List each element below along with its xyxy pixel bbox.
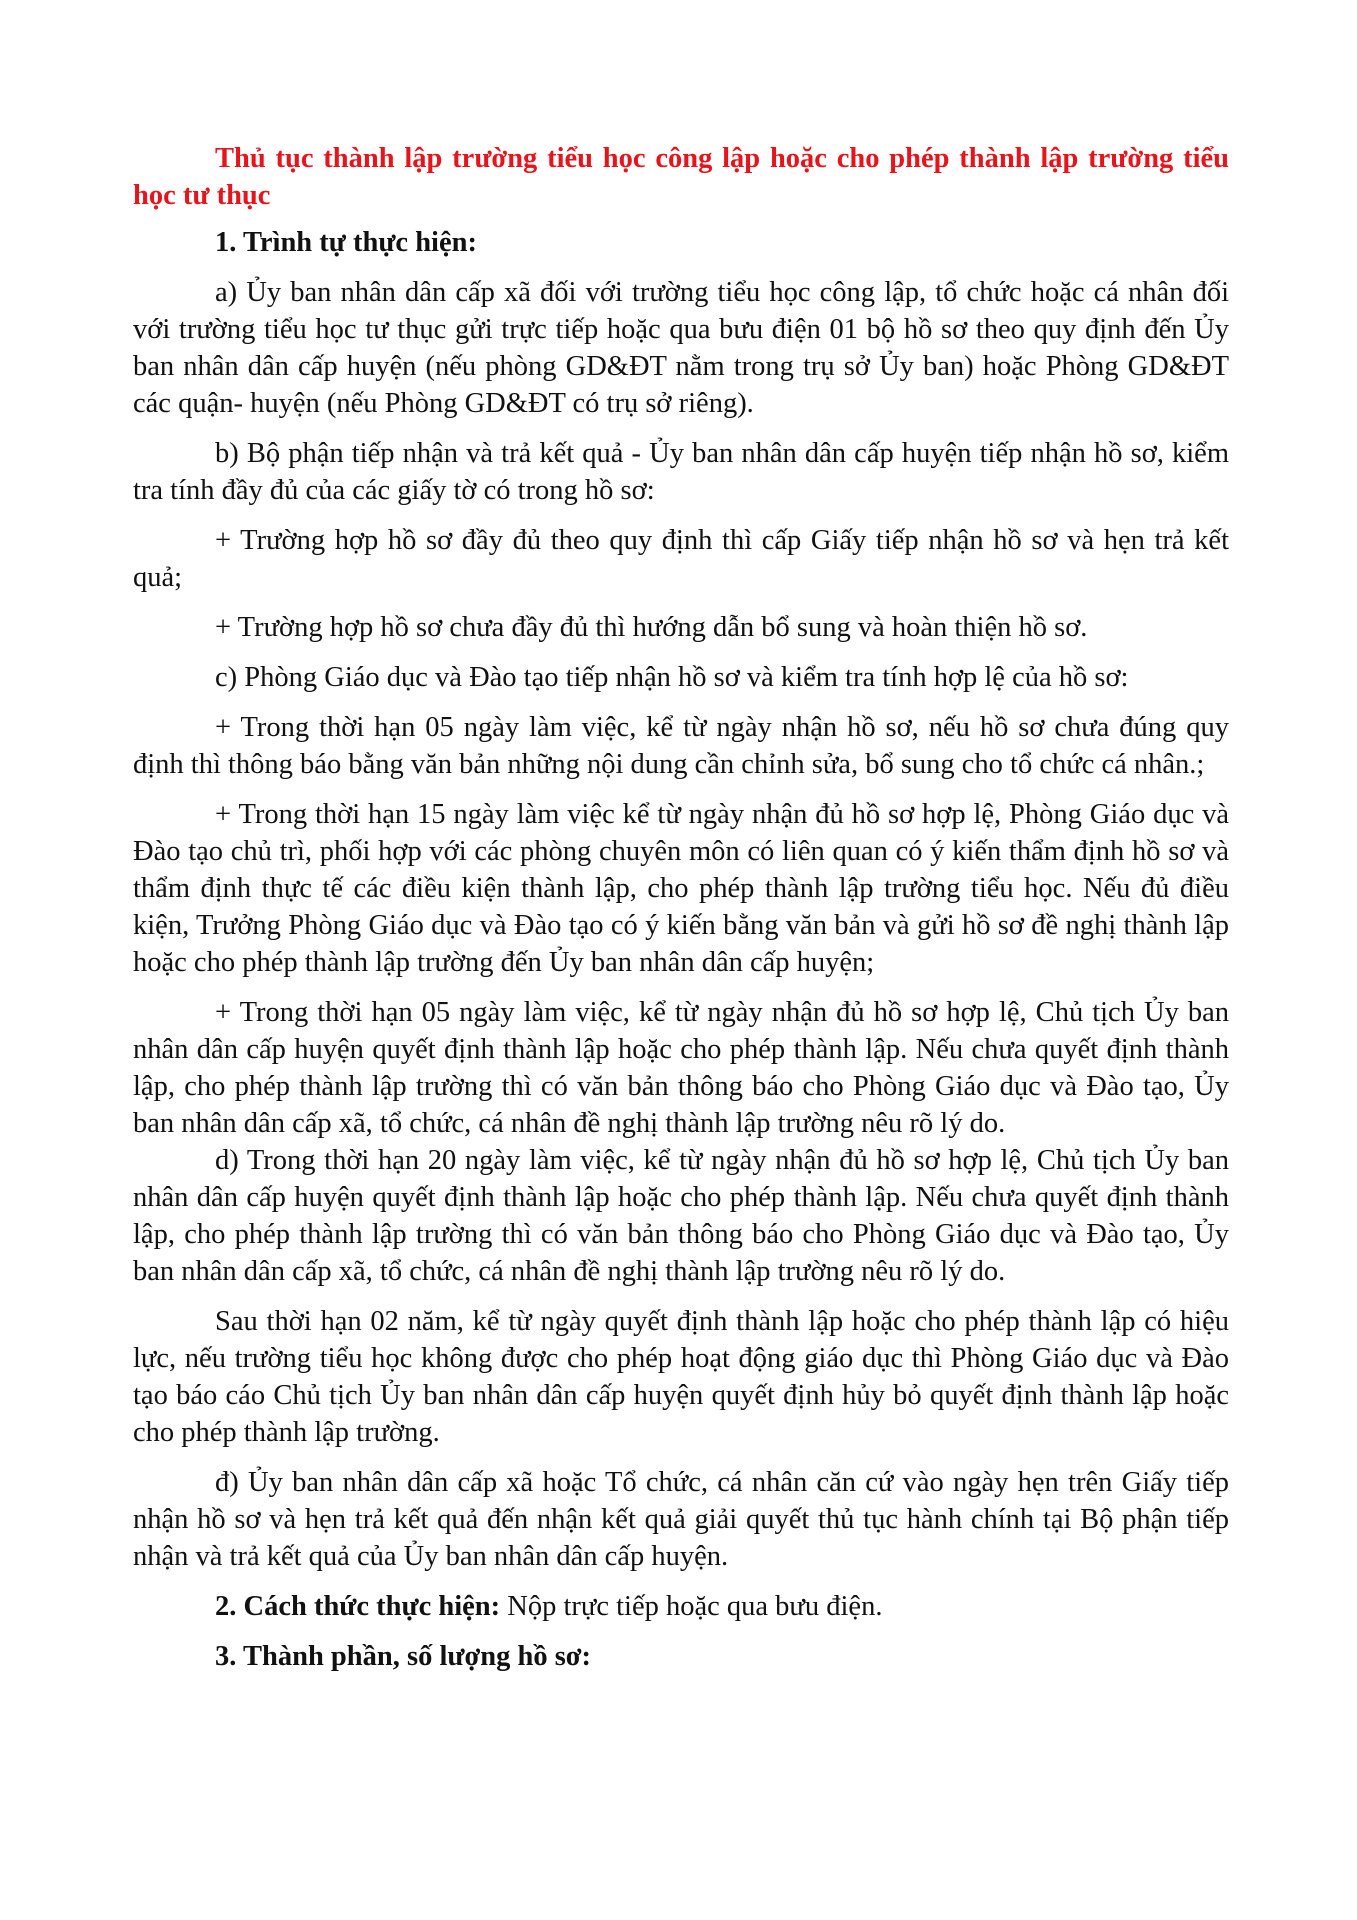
paragraph-d: d) Trong thời hạn 20 ngày làm việc, kể từ ngày nhận đủ hồ sơ hợp lệ, Chủ tịch Ủy ban nhân dân cấp huyện quyết định thành lập hoặc cho phép thành lập. Nếu chưa quyết định thành lập, cho phép thành lập trường thì có văn bản thông báo cho Phòng Giáo dục và Đào tạo, Ủy ban nhân dân cấp xã, tổ chức, cá nhân đề nghị thành lập trường nêu rõ lý do. <box>133 1145 1229 1287</box>
paragraph-c: c) Phòng Giáo dục và Đào tạo tiếp nhận hồ sơ và kiểm tra tính hợp lệ của hồ sơ: <box>215 662 1129 693</box>
paragraph-c-item-3: + Trong thời hạn 05 ngày làm việc, kể từ ngày nhận đủ hồ sơ hợp lệ, Chủ tịch Ủy ban nhân dân cấp huyện quyết định thành lập hoặc cho phép thành lập. Nếu chưa quyết định thành lập, cho phép thành lập trường thì có văn bản thông báo cho Phòng Giáo dục và Đào tạo, Ủy ban nhân dân cấp xã, tổ chức, cá nhân đề nghị thành lập trường nêu rõ lý do. <box>133 997 1229 1139</box>
section-2-heading: 2. Cách thức thực hiện: <box>215 1591 501 1622</box>
paragraph-c-item-1: + Trong thời hạn 05 ngày làm việc, kể từ ngày nhận hồ sơ, nếu hồ sơ chưa đúng quy định thì thông báo bằng văn bản những nội dung cần chỉnh sửa, bổ sung cho tổ chức cá nhân.; <box>133 712 1229 780</box>
section-2 <box>133 1588 1229 1625</box>
section-3-heading: 3. Thành phần, số lượng hồ sơ: <box>215 1641 592 1672</box>
paragraph-b-item-1: + Trường hợp hồ sơ đầy đủ theo quy định thì cấp Giấy tiếp nhận hồ sơ và hẹn trả kết quả; <box>133 525 1229 593</box>
paragraph-c-item-2: + Trong thời hạn 15 ngày làm việc kể từ ngày nhận đủ hồ sơ hợp lệ, Phòng Giáo dục và Đào tạo chủ trì, phối hợp với các phòng chuyên môn có liên quan có ý kiến thẩm định hồ sơ và thẩm định thực tế các điều kiện thành lập, cho phép thành lập trường tiểu học. Nếu đủ điều kiện, Trưởng Phòng Giáo dục và Đào tạo có ý kiến bằng văn bản và gửi hồ sơ đề nghị thành lập hoặc cho phép thành lập trường đến Ủy ban nhân dân cấp huyện; <box>133 799 1229 978</box>
paragraph-after-two-years: Sau thời hạn 02 năm, kể từ ngày quyết định thành lập hoặc cho phép thành lập có hiệu lực, nếu trường tiểu học không được cho phép hoạt động giáo dục thì Phòng Giáo dục và Đào tạo báo cáo Chủ tịch Ủy ban nhân dân cấp huyện quyết định hủy bỏ quyết định thành lập hoặc cho phép thành lập trường. <box>133 1306 1229 1448</box>
paragraph-b-item-2: + Trường hợp hồ sơ chưa đầy đủ thì hướng dẫn bổ sung và hoàn thiện hồ sơ. <box>215 612 1088 643</box>
document-page <box>133 140 1229 1688</box>
document-title: Thủ tục thành lập trường tiểu học công lập hoặc cho phép thành lập trường tiểu học tư thục <box>133 143 1229 211</box>
paragraph-b: b) Bộ phận tiếp nhận và trả kết quả - Ủy ban nhân dân cấp huyện tiếp nhận hồ sơ, kiểm tra tính đầy đủ của các giấy tờ có trong hồ sơ: <box>133 438 1229 506</box>
paragraph-dd: đ) Ủy ban nhân dân cấp xã hoặc Tổ chức, cá nhân căn cứ vào ngày hẹn trên Giấy tiếp nhận hồ sơ và hẹn trả kết quả đến nhận kết quả giải quyết thủ tục hành chính tại Bộ phận tiếp nhận và trả kết quả của Ủy ban nhân dân cấp huyện. <box>133 1467 1229 1572</box>
section-2-text: Nộp trực tiếp hoặc qua bưu điện. <box>500 1591 883 1622</box>
section-1-heading: 1. Trình tự thực hiện: <box>215 227 477 258</box>
paragraph-a: a) Ủy ban nhân dân cấp xã đối với trường tiểu học công lập, tổ chức hoặc cá nhân đối với trường tiểu học tư thục gửi trực tiếp hoặc qua bưu điện 01 bộ hồ sơ theo quy định đến Ủy ban nhân dân cấp huyện (nếu phòng GD&ĐT nằm trong trụ sở Ủy ban) hoặc Phòng GD&ĐT các quận- huyện (nếu Phòng GD&ĐT có trụ sở riêng). <box>133 277 1229 419</box>
